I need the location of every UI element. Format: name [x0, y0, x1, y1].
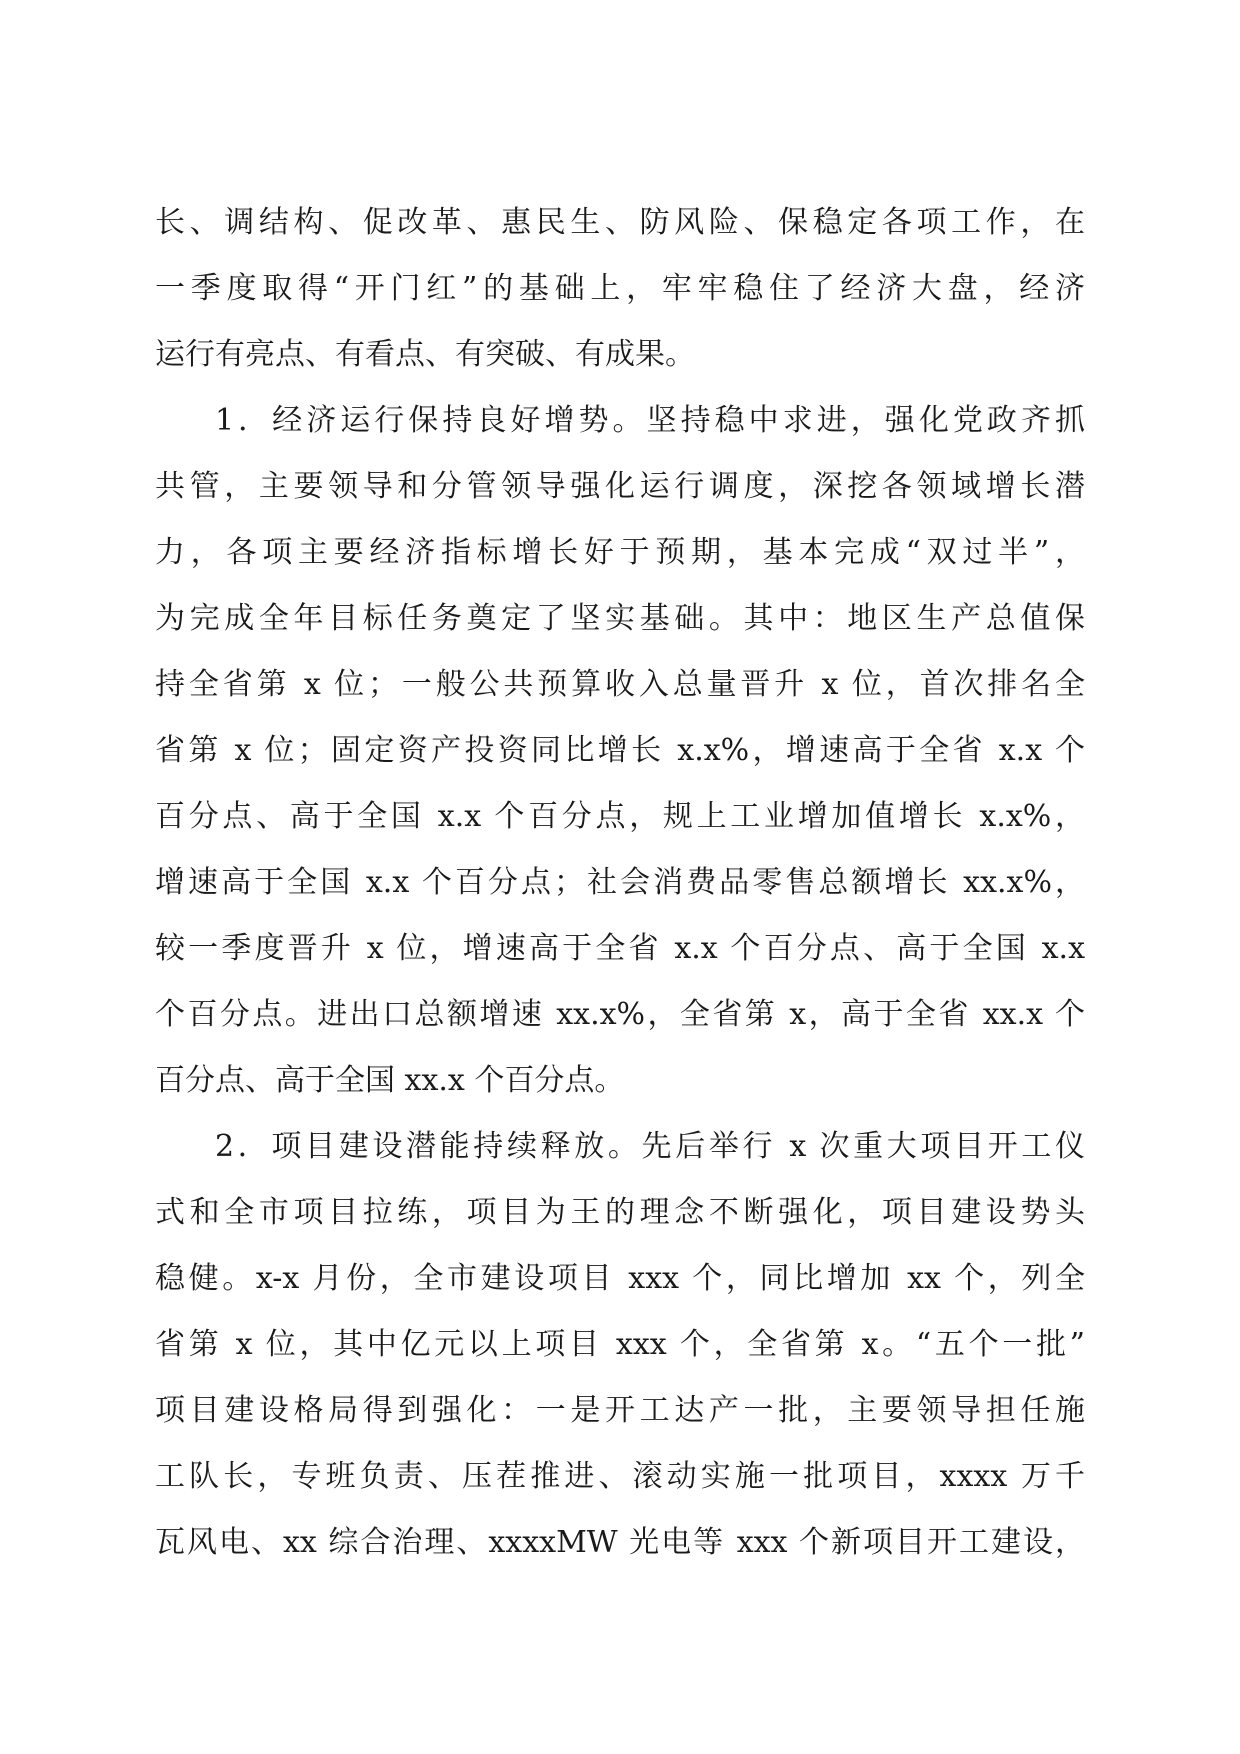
text-line: 式和全市项目拉练，项目为王的理念不断强化，项目建设势头 [155, 1195, 1085, 1230]
text-line: 瓦风电、xx 综合治理、xxxxMW 光电等 xxx 个新项目开工建设， [155, 1525, 1085, 1560]
text-line: 持全省第 x 位；一般公共预算收入总量晋升 x 位，首次排名全 [155, 667, 1085, 702]
text-line: 运行有亮点、有看点、有突破、有成果。 [155, 337, 695, 372]
text-line: 百分点、高于全国 x.x 个百分点，规上工业增加值增长 x.x%， [155, 799, 1085, 834]
text-line: 个百分点。进出口总额增速 xx.x%，全省第 x，高于全省 xx.x 个 [155, 997, 1085, 1032]
text-line: 稳健。x-x 月份，全市建设项目 xxx 个，同比增加 xx 个，列全 [155, 1261, 1085, 1296]
text-line: 一季度取得“开门红”的基础上，牢牢稳住了经济大盘，经济 [155, 271, 1085, 306]
text-line: 2．项目建设潜能持续释放。先后举行 x 次重大项目开工仪 [215, 1129, 1085, 1164]
text-line: 省第 x 位；固定资产投资同比增长 x.x%，增速高于全省 x.x 个 [155, 733, 1085, 768]
text-line: 项目建设格局得到强化：一是开工达产一批，主要领导担任施 [155, 1393, 1085, 1428]
document-body [155, 190, 1085, 1576]
text-line: 百分点、高于全国 xx.x 个百分点。 [155, 1063, 625, 1098]
text-line: 较一季度晋升 x 位，增速高于全省 x.x 个百分点、高于全国 x.x [155, 931, 1085, 966]
text-line: 增速高于全国 x.x 个百分点；社会消费品零售总额增长 xx.x%， [155, 865, 1085, 900]
text-line: 共管，主要领导和分管领导强化运行调度，深挖各领域增长潜 [155, 469, 1085, 504]
text-line: 1．经济运行保持良好增势。坚持稳中求进，强化党政齐抓 [215, 403, 1085, 438]
text-line: 长、调结构、促改革、惠民生、防风险、保稳定各项工作，在 [155, 205, 1085, 240]
text-line: 力，各项主要经济指标增长好于预期，基本完成“双过半”， [155, 535, 1085, 570]
text-line: 工队长，专班负责、压茬推进、滚动实施一批项目，xxxx 万千 [155, 1459, 1085, 1494]
text-line: 为完成全年目标任务奠定了坚实基础。其中：地区生产总值保 [155, 601, 1085, 636]
text-line: 省第 x 位，其中亿元以上项目 xxx 个，全省第 x。“五个一批” [155, 1327, 1085, 1362]
